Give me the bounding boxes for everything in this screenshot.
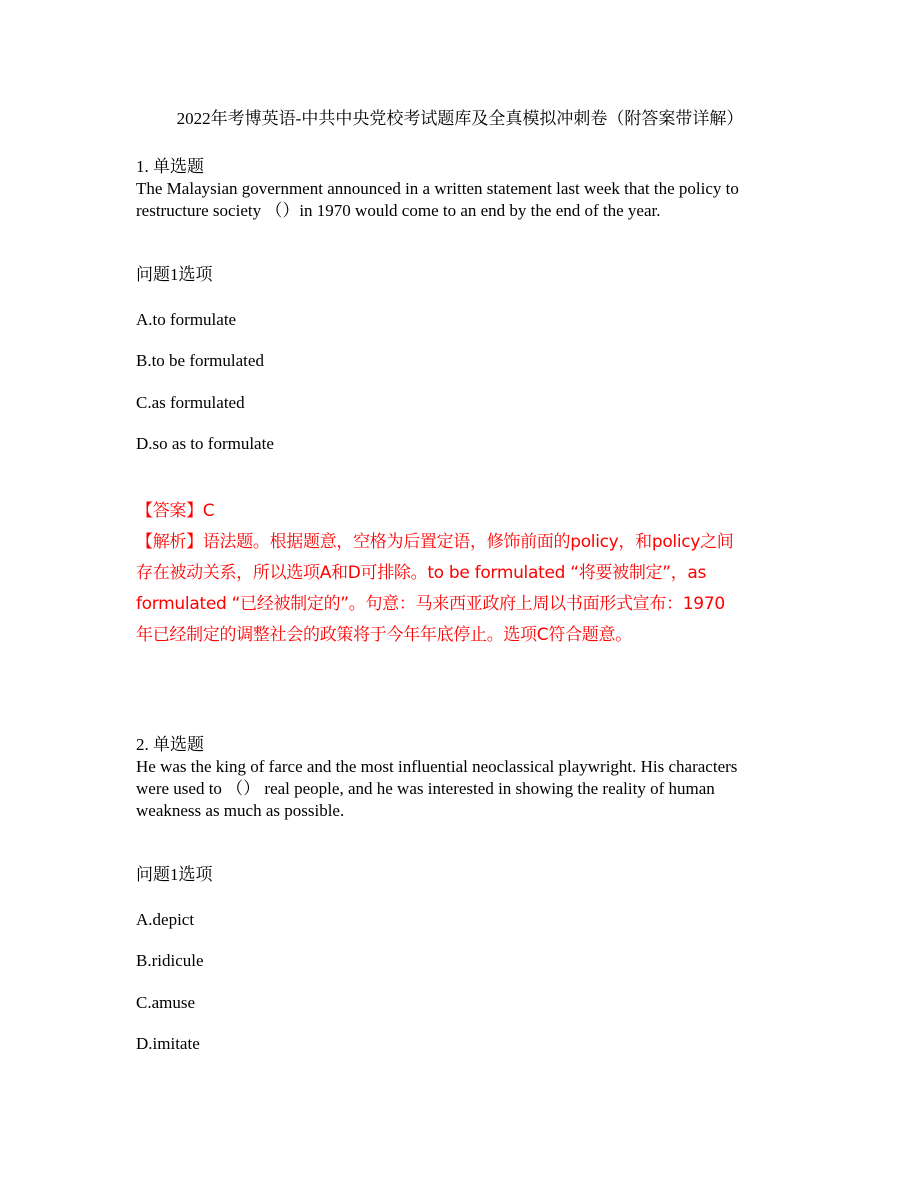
question-number-label: 2. 单选题 <box>136 735 204 754</box>
options-label-text: 问题1选项 <box>136 865 213 884</box>
option-a <box>136 309 786 331</box>
option-c <box>136 392 786 414</box>
document-title: 2022年考博英语-中共中央党校考试题库及全真模拟冲刺卷（附答案带详解） <box>176 109 744 128</box>
analysis-line: 存在被动关系，所以选项A和D可排除。to be formulated “将要被制定”，as <box>136 563 707 583</box>
analysis-line: formulated “已经被制定的”。句意：马来西亚政府上周以书面形式宣布：1970 <box>136 594 725 614</box>
option-d <box>136 1033 786 1055</box>
option-text: C.amuse <box>136 993 196 1012</box>
question-number-label: 1. 单选题 <box>136 157 204 176</box>
analysis-line: 年已经制定的调整社会的政策将于今年年底停止。选项C符合题意。 <box>136 625 632 645</box>
question-stem-line: weakness as much as possible. <box>136 801 345 820</box>
answer-analysis <box>136 496 786 651</box>
option-text: B.to be formulated <box>136 351 264 370</box>
options-label <box>136 264 786 286</box>
option-text: A.depict <box>136 910 195 929</box>
question-stem-line: The Malaysian government announced in a written statement last week that the policy to <box>136 179 739 198</box>
option-text: C.as formulated <box>136 393 245 412</box>
answer-line: 【答案】C <box>136 501 215 521</box>
option-text: D.so as to formulate <box>136 434 274 453</box>
options-label-text: 问题1选项 <box>136 265 213 284</box>
option-c <box>136 992 786 1014</box>
question-stem-line: He was the king of farce and the most influential neoclassical playwright. His characters <box>136 757 738 776</box>
question-1 <box>136 156 786 222</box>
question-2 <box>136 734 786 822</box>
option-a <box>136 909 786 931</box>
question-stem-line: restructure society （）in 1970 would come to an end by the end of the year. <box>136 201 661 220</box>
analysis-line: 【解析】语法题。根据题意，空格为后置定语，修饰前面的policy，和policy之间 <box>136 532 734 552</box>
option-text: B.ridicule <box>136 951 204 970</box>
option-b <box>136 350 786 372</box>
option-d <box>136 433 786 455</box>
question-stem-line: were used to （） real people, and he was interested in showing the reality of human <box>136 779 715 798</box>
option-text: D.imitate <box>136 1034 200 1053</box>
option-text: A.to formulate <box>136 310 237 329</box>
option-b <box>136 950 786 972</box>
options-label <box>136 864 786 886</box>
